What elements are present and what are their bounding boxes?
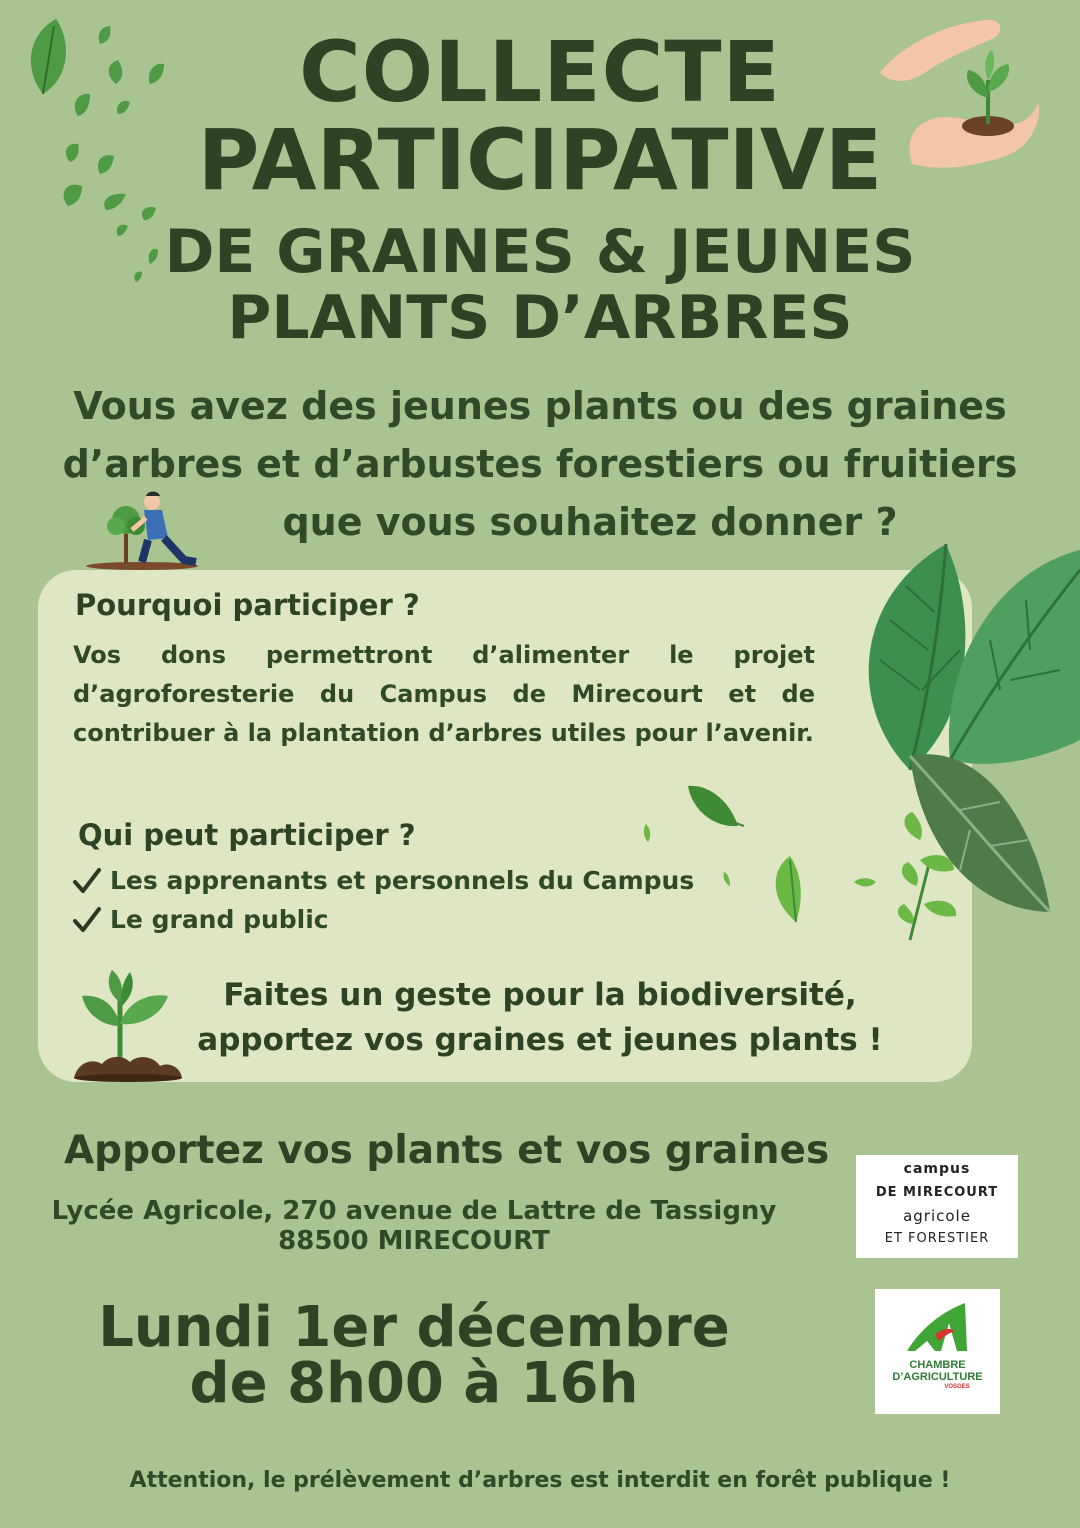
title-line-2: PARTICIPATIVE bbox=[197, 111, 883, 209]
title-line-4: PLANTS D’ARBRES bbox=[227, 283, 853, 353]
who-item-label: Les apprenants et personnels du Campus bbox=[110, 866, 695, 895]
bring-title: Apportez vos plants et vos graines bbox=[64, 1128, 830, 1173]
checkmark-icon bbox=[72, 906, 102, 934]
logo-text: agricole bbox=[903, 1207, 971, 1225]
chambre-emblem-icon bbox=[905, 1301, 971, 1359]
campus-mirecourt-logo bbox=[856, 1155, 1018, 1258]
title-line-3: DE GRAINES & JEUNES bbox=[164, 217, 916, 287]
logo-text: campus bbox=[903, 1161, 971, 1177]
cta-line-2: apportez vos graines et jeunes plants ! bbox=[197, 1022, 883, 1058]
who-title: Qui peut participer ? bbox=[78, 818, 416, 852]
question-line-3: que vous souhaitez donner ? bbox=[282, 500, 898, 544]
why-text: Vos dons permettront d’alimenter le projet d’agroforesterie du Campus de Mirecourt et de contribuer à la plantation d’arbres utiles pour l’avenir. bbox=[73, 641, 815, 747]
question-line-2: d’arbres et d’arbustes forestiers ou fruitiers bbox=[62, 442, 1018, 486]
who-list-item bbox=[72, 905, 329, 934]
logo-text: CHAMBRE bbox=[909, 1359, 966, 1371]
question-line-1: Vous avez des jeunes plants ou des graines bbox=[73, 384, 1007, 428]
address-line-1: Lycée Agricole, 270 avenue de Lattre de Tassigny bbox=[51, 1196, 777, 1226]
address-line-2: 88500 MIRECOURT bbox=[278, 1226, 550, 1256]
logo-text: D’AGRICULTURE bbox=[892, 1371, 983, 1383]
title-line-1: COLLECTE bbox=[299, 23, 781, 121]
logo-text: VOSGES bbox=[944, 1384, 970, 1390]
why-title: Pourquoi participer ? bbox=[75, 588, 420, 622]
person-planting-icon bbox=[86, 490, 200, 570]
checkmark-icon bbox=[72, 867, 102, 895]
warning-text: Attention, le prélèvement d’arbres est interdit en forêt publique ! bbox=[129, 1468, 951, 1493]
small-leaves-icon bbox=[640, 780, 820, 930]
logo-text: DE MIRECOURT bbox=[875, 1185, 999, 1200]
who-item-label: Le grand public bbox=[110, 905, 329, 934]
big-leaves-icon bbox=[850, 540, 1080, 950]
cta-line-1: Faites un geste pour la biodiversité, bbox=[223, 977, 857, 1013]
date-line-1: Lundi 1er décembre bbox=[98, 1295, 730, 1360]
logo-text: ET FORESTIER bbox=[884, 1231, 990, 1246]
date-line-2: de 8h00 à 16h bbox=[189, 1351, 639, 1416]
chambre-agriculture-logo bbox=[875, 1289, 1000, 1414]
who-list-item bbox=[72, 866, 694, 895]
